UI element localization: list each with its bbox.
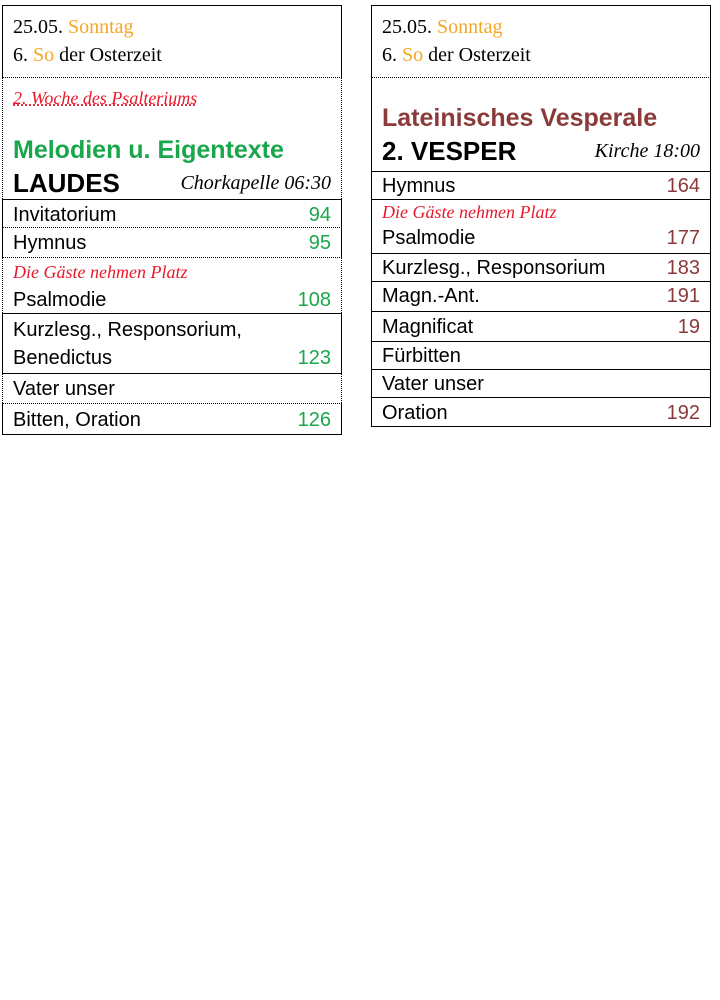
section-heading: Lateinisches Vesperale [382,104,658,132]
item-label: Vater unser [382,373,484,395]
laudes-panel [2,5,342,435]
item-label: Magn.-Ant. [382,285,480,307]
list-item [371,253,711,281]
week-number: 6. [382,44,397,66]
list-item [371,281,711,311]
list-item [371,199,711,253]
list-item [2,227,342,257]
season: der Osterzeit [59,44,162,66]
page-number: 183 [666,257,700,279]
heading-box [371,77,711,171]
item-label-cont: Benedictus [13,347,112,369]
section-heading: Melodien u. Eigentexte [13,136,284,164]
office-location: Kirche 18:00 [594,140,700,162]
item-label: Magnificat [382,316,474,338]
psalter-week: 2. Woche des Psalteriums [13,88,198,108]
date-line [382,14,700,40]
office-title: 2. VESPER [382,136,517,166]
item-label: Psalmodie [382,227,476,249]
weekday: Sonntag [68,16,134,38]
item-label: Fürbitten [382,345,461,367]
date-box [371,5,711,77]
page-number: 126 [297,409,331,431]
item-label: Oration [382,402,448,424]
list-item [2,199,342,227]
item-label: Bitten, Oration [13,409,141,431]
week-abbr: So [33,44,55,66]
page-number: 19 [677,316,700,338]
list-item [371,397,711,427]
week-abbr: So [402,44,424,66]
item-label: Kurzlesg., Responsorium, [13,319,242,341]
date: 25.05. [13,16,63,38]
page-number: 94 [308,204,331,226]
item-label: Kurzlesg., Responsorium [382,257,606,279]
page-number: 177 [666,227,700,249]
list-item [371,341,711,369]
page-number: 164 [666,175,700,197]
vesper-panel [371,5,711,427]
page-number: 191 [666,285,700,307]
page-number: 192 [666,402,700,424]
list-item [371,171,711,199]
page-number: 95 [308,232,331,254]
date-line [13,14,331,40]
season: der Osterzeit [428,44,531,66]
list-item [2,403,342,435]
season-line [382,42,700,68]
item-label: Hymnus [13,232,87,254]
list-item [371,311,711,341]
page-number: 108 [297,289,331,311]
item-label: Hymnus [382,175,456,197]
season-line [13,42,331,68]
guest-note: Die Gäste nehmen Platz [382,202,557,222]
date-box [2,5,342,77]
item-label: Invitatorium [13,204,117,226]
date: 25.05. [382,16,432,38]
office-title: LAUDES [13,168,120,198]
guest-note: Die Gäste nehmen Platz [13,262,188,282]
heading-box [2,77,342,199]
page-number: 123 [297,347,331,369]
office-location: Chorkapelle 06:30 [180,172,331,194]
list-item [371,369,711,397]
list-item [2,373,342,403]
list-item [2,313,342,373]
item-label: Psalmodie [13,289,107,311]
week-number: 6. [13,44,28,66]
list-item [2,257,342,313]
weekday: Sonntag [437,16,503,38]
item-label: Vater unser [13,378,115,400]
